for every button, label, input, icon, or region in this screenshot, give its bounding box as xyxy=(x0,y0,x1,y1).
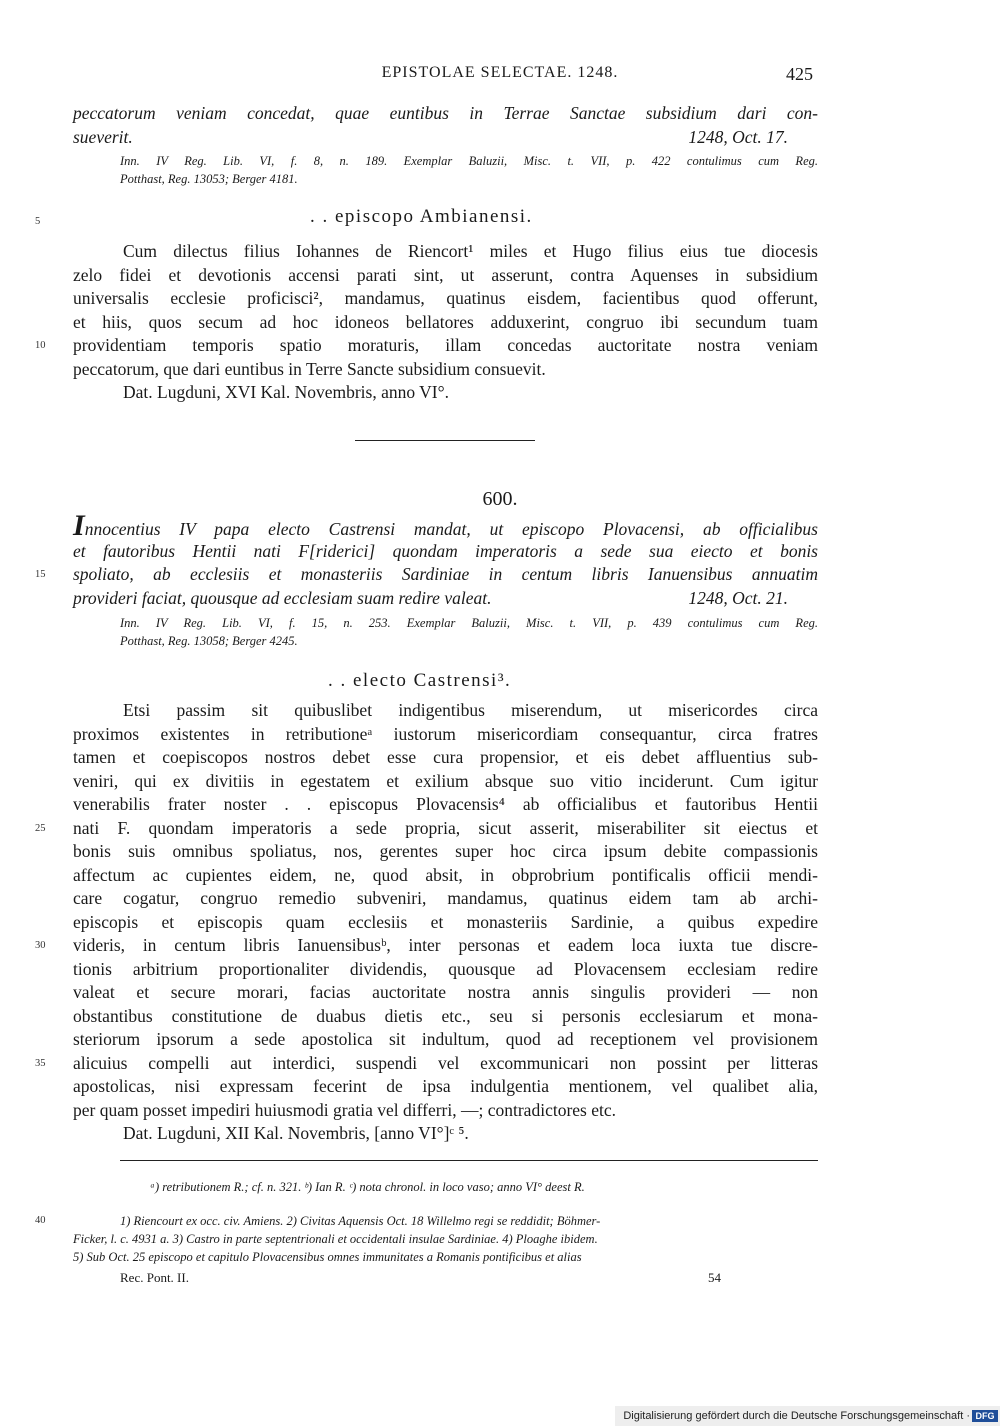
body-line-text: nati F. quondam imperatoris a sede propria, sicut asserit, miserabiliter sit eiectus et xyxy=(73,817,818,838)
summary-line-text: nnocentius IV papa electo Castrensi mandat, ut episcopo Plovacensi, ab officialibus xyxy=(84,519,818,539)
body-line: per quam posset impediri huiusmodi gratia vel differri, —; contradictores etc. xyxy=(73,1099,616,1120)
doc-source xyxy=(120,614,818,650)
doc-summary xyxy=(35,509,818,610)
source-line: Inn. IV Reg. Lib. VI, f. 8, n. 189. Exemplar Baluzii, Misc. t. VII, p. 422 contulimus cum Reg. xyxy=(120,154,818,168)
line-number: 10 xyxy=(35,340,46,351)
summary-line xyxy=(73,509,818,542)
body-line xyxy=(35,1052,818,1076)
body-line: obstantibus constitutione de duabus dietis etc., seu si personis ecclesiarum et mona- xyxy=(73,1005,818,1026)
line-number: 25 xyxy=(35,822,46,834)
line-number: 15 xyxy=(35,569,46,580)
line-number: 30 xyxy=(35,940,46,951)
body-line: affectum ac cupientes eidem, ne, quod absit, in obprobrium pontificalis officii mendi- xyxy=(73,864,818,885)
source-line: Potthast, Reg. 13053; Berger 4181. xyxy=(120,172,298,186)
footnote-text: 1) Riencourt ex occ. civ. Amiens. 2) Civitas Aquensis Oct. 18 Willelmo regi se reddidit; Böhmer- xyxy=(120,1214,601,1228)
body-line: steriorum ipsorum a sede apostolica sit indultum, quod ad receptionem vel provisionem xyxy=(73,1029,818,1049)
body-line: veniri, qui ex divitiis in egestatem et exilium absque suo vitio inciderunt. Cum igitur xyxy=(73,770,818,791)
footnotes xyxy=(35,1212,818,1266)
footnote-line: 5) Sub Oct. 25 episcopo et capitulo Plovacensibus omnes immunitates a Romanis pontificibus et alias xyxy=(73,1250,582,1264)
body-line xyxy=(35,934,818,958)
prev-summary-line: peccatorum veniam concedat, quae euntibus in Terrae Sanctae subsidium dari con- xyxy=(73,103,818,123)
running-title: EPISTOLAE SELECTAE. 1248. xyxy=(381,64,619,81)
body-line xyxy=(35,334,818,358)
digitization-credit: Digitalisierung gefördert durch die Deutsche Forschungsgemeinschaft · xyxy=(615,1406,1000,1426)
signature-mark: Rec. Pont. II. xyxy=(120,1270,189,1285)
body-line: et hiis, quos secum ad hoc idoneos bellatores adduxerint, congruo ibi secundum tuam xyxy=(73,311,818,332)
prev-doc-date: 1248, Oct. 17. xyxy=(688,126,788,147)
summary-line-text: spoliato, ab ecclesiis et monasteriis Sardiniae in centum libris Ianuensibus annuatim xyxy=(73,564,818,584)
prev-doc-address: . . episcopo Ambianensi. xyxy=(310,206,533,227)
prev-doc-source xyxy=(120,152,818,188)
line-number: 35 xyxy=(35,1057,46,1069)
prev-summary-line xyxy=(73,126,818,150)
prev-doc-dat: Dat. Lugduni, XVI Kal. Novembris, anno VI°. xyxy=(123,382,449,402)
body-line: bonis suis omnibus spoliatus, nos, gerentes super hoc circa ipsum debite compassionis xyxy=(73,841,818,861)
body-line-text: videris, in centum libris Ianuensibusᵇ, inter personas et eadem loca iuxta tue discre- xyxy=(73,935,818,955)
summary-line xyxy=(73,587,818,611)
body-line: zelo fidei et devotionis accensi parati sint, ut asserunt, contra Aquenses in subsidium xyxy=(73,264,818,285)
body-line: Cum dilectus filius Iohannes de Riencort¹ miles et Hugo filius eius tue diocesis xyxy=(123,241,818,261)
page-number: 425 xyxy=(786,64,813,84)
body-line: peccatorum, que dari euntibus in Terre Sancte subsidium consuevit. xyxy=(73,358,546,379)
doc-dat: Dat. Lugduni, XII Kal. Novembris, [anno VI°]ᶜ ⁵. xyxy=(123,1123,469,1143)
initial-capital: I xyxy=(73,509,85,542)
body-line-text: Etsi passim sit quibuslibet indigentibus miserendum, ut misericordes circa xyxy=(123,700,818,720)
apparatus-rule xyxy=(120,1160,818,1161)
body-line xyxy=(35,817,818,841)
doc-date: 1248, Oct. 21. xyxy=(688,587,788,608)
body-line-text: alicuius compelli aut interdici, suspendi vel excommunicari non possint per litteras xyxy=(73,1052,818,1073)
document-number: 600. xyxy=(482,488,518,510)
body-line: venerabilis frater noster . . episcopus Plovacensis⁴ ab officialibus et fautoribus Hentii xyxy=(73,794,818,814)
summary-line xyxy=(35,563,818,587)
source-line: Potthast, Reg. 13058; Berger 4245. xyxy=(120,634,298,648)
body-line: apostolicas, nisi expressam fecerint de ipsa indulgentia mentionem, vel qualibet alia, xyxy=(73,1076,818,1096)
line-number: 5 xyxy=(35,216,41,227)
body-line: care cogatur, congruo remedio subveniri, mandamus, quatinus eidem tam ab archi- xyxy=(73,888,818,908)
body-line xyxy=(73,699,818,723)
section-divider xyxy=(355,440,535,441)
body-line: universalis ecclesie proficisci², mandamus, quatinus eisdem, facientibus quod offerunt, xyxy=(73,288,818,308)
footnote-line xyxy=(35,1212,818,1230)
body-line: tamen et coepiscopos nostros debet esse cura propensior, et eis debet affluentius sub- xyxy=(73,747,818,767)
line-number xyxy=(0,699,9,723)
prev-summary-line-2: sueverit. xyxy=(73,126,133,147)
summary-line: et fautoribus Hentii nati F[riderici] quondam imperatoris a sede sua eiecto et bonis xyxy=(73,540,818,561)
dfg-logo-icon: DFG xyxy=(972,1410,998,1422)
doc-address: . . electo Castrensi³. xyxy=(328,670,512,691)
summary-line-text: provideri faciat, quousque ad ecclesiam suam redire valeat. xyxy=(73,587,492,608)
footnote-line: Ficker, l. c. 4931 a. 3) Castro in parte septentrionali et occidentali insulae Sardiniae. 4) Ploaghe ibidem. xyxy=(73,1232,598,1246)
source-line: Inn. IV Reg. Lib. VI, f. 15, n. 253. Exemplar Baluzii, Misc. t. VII, p. 439 contulimus cum Reg. xyxy=(120,616,818,630)
body-line: proximos existentes in retributioneᵃ iustorum misericordiam consequantur, circa fratres xyxy=(73,723,818,744)
body-line: valeat et secure morari, facias auctoritate nostra annis singulis provideri — non xyxy=(73,982,818,1002)
line-number: 40 xyxy=(35,1215,46,1226)
doc-body xyxy=(35,699,818,1146)
prev-doc-summary xyxy=(73,102,818,149)
prev-doc-body xyxy=(35,240,818,405)
body-line-text: providentiam temporis spatio moraturis, illam concedas auctoritate nostra veniam xyxy=(73,335,818,355)
sheet-number: 54 xyxy=(708,1270,721,1285)
body-line: episcopis et episcopis quam ecclesiis et monasteriis Sardinie, a quibus expedire xyxy=(73,911,818,932)
critical-apparatus: ᵃ) retributionem R.; cf. n. 321. ᵇ) Ian R. ᶜ) nota chronol. in loco vaso; anno VI° deest R. xyxy=(150,1180,585,1194)
body-line: tionis arbitrium proportionaliter dividendis, quousque ad Plovacensem ecclesiam redire xyxy=(73,958,818,979)
